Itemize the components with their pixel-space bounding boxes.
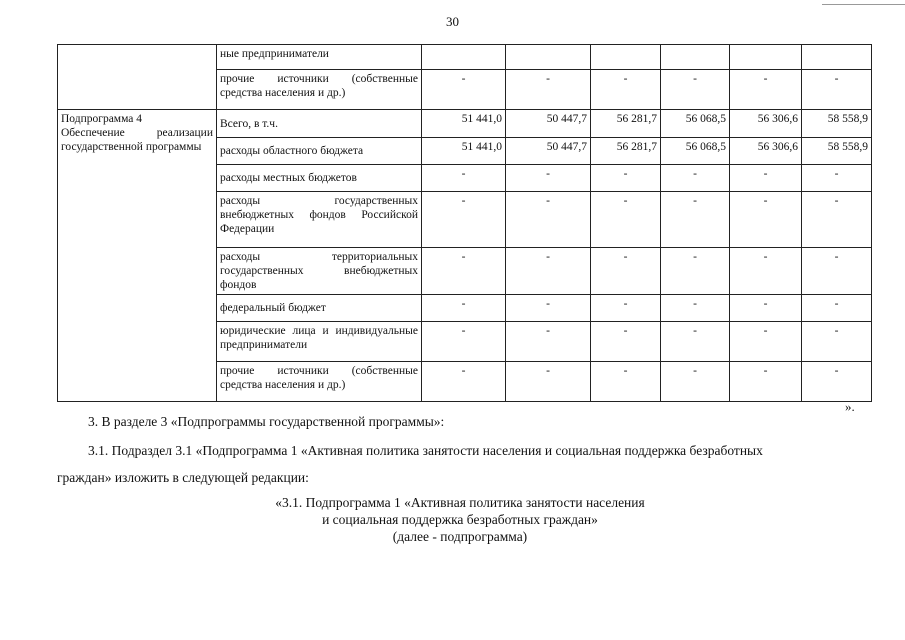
source-cell: расходы государственных внебюджетных фондов Российской Федерации — [217, 192, 422, 248]
value-cell: - — [802, 192, 872, 248]
source-cell: расходы территориальных государственных внебюджетных фондов — [217, 248, 422, 295]
value-cell: - — [422, 248, 506, 295]
source-cell: Всего, в т.ч. — [217, 110, 422, 138]
value-cell: - — [422, 70, 506, 110]
value-cell: - — [591, 362, 661, 402]
value-cell: - — [730, 322, 802, 362]
value-cell: - — [661, 248, 730, 295]
subprogram-title: Подпрограмма 4 — [61, 113, 143, 125]
value-cell: - — [802, 295, 872, 322]
value-cell: - — [591, 248, 661, 295]
value-cell: - — [591, 322, 661, 362]
value-cell: - — [422, 362, 506, 402]
value-cell: - — [661, 322, 730, 362]
page-number: 30 — [446, 14, 459, 29]
value-cell: 56 068,5 — [661, 110, 730, 138]
paragraph-subsection-3-1: 3.1. Подраздел 3.1 «Подпрограмма 1 «Активная политика занятости населения и социальная поддержка безработных — [88, 443, 763, 458]
value-cell: - — [661, 165, 730, 192]
value-cell: 51 441,0 — [422, 138, 506, 165]
value-cell: - — [422, 165, 506, 192]
value-cell: - — [506, 362, 591, 402]
value-cell: - — [730, 70, 802, 110]
value-cell: - — [591, 70, 661, 110]
value-cell: - — [422, 322, 506, 362]
value-cell — [661, 45, 730, 70]
value-cell: - — [422, 192, 506, 248]
source-cell: прочие источники (собственные средства населения и др.) — [217, 70, 422, 110]
subprogram-name: Обеспечение реализации государственной программы — [61, 127, 213, 153]
value-cell — [506, 45, 591, 70]
source-cell: федеральный бюджет — [217, 295, 422, 322]
subprogram-cell-empty — [58, 45, 217, 110]
value-cell: - — [730, 295, 802, 322]
value-cell: - — [506, 165, 591, 192]
value-cell: - — [802, 165, 872, 192]
value-cell: 56 306,6 — [730, 110, 802, 138]
paragraph-section-3: 3. В разделе 3 «Подпрограммы государственной программы»: — [88, 414, 445, 429]
value-cell: - — [802, 322, 872, 362]
value-cell: - — [802, 362, 872, 402]
paragraph-subsection-3-1-cont: граждан» изложить в следующей редакции: — [57, 470, 309, 485]
value-cell: 56 281,7 — [591, 138, 661, 165]
value-cell: - — [506, 248, 591, 295]
table-row — [58, 45, 872, 70]
budget-table — [57, 44, 872, 402]
heading-line-1: «3.1. Подпрограмма 1 «Активная политика занятости населения — [275, 495, 645, 510]
value-cell: - — [730, 192, 802, 248]
value-cell: 58 558,9 — [802, 110, 872, 138]
value-cell: - — [506, 70, 591, 110]
source-cell: расходы местных бюджетов — [217, 165, 422, 192]
value-cell: - — [661, 295, 730, 322]
source-cell: юридические лица и индивидуальные предприниматели — [217, 322, 422, 362]
value-cell: - — [591, 192, 661, 248]
value-cell — [802, 45, 872, 70]
value-cell: - — [730, 165, 802, 192]
closing-quote: ». — [845, 399, 855, 414]
value-cell: - — [661, 362, 730, 402]
value-cell: 56 068,5 — [661, 138, 730, 165]
value-cell: 51 441,0 — [422, 110, 506, 138]
value-cell — [730, 45, 802, 70]
value-cell: - — [802, 70, 872, 110]
value-cell: 56 281,7 — [591, 110, 661, 138]
value-cell — [422, 45, 506, 70]
value-cell: - — [661, 192, 730, 248]
subprogram-cell — [58, 110, 217, 402]
value-cell: - — [730, 362, 802, 402]
table-row — [58, 110, 872, 138]
value-cell: 50 447,7 — [506, 110, 591, 138]
value-cell: - — [802, 248, 872, 295]
top-rule — [822, 4, 905, 5]
value-cell: - — [591, 295, 661, 322]
value-cell: 56 306,6 — [730, 138, 802, 165]
value-cell: - — [506, 295, 591, 322]
heading-line-3: (далее - подпрограмма) — [392, 529, 528, 544]
source-cell: расходы областного бюджета — [217, 138, 422, 165]
heading-line-2: и социальная поддержка безработных граждан» — [322, 512, 598, 527]
value-cell: - — [506, 322, 591, 362]
value-cell: - — [506, 192, 591, 248]
value-cell: 58 558,9 — [802, 138, 872, 165]
value-cell: - — [422, 295, 506, 322]
value-cell: - — [591, 165, 661, 192]
value-cell — [591, 45, 661, 70]
source-cell: прочие источники (собственные средства населения и др.) — [217, 362, 422, 402]
value-cell: - — [661, 70, 730, 110]
source-cell: ные предприниматели — [217, 45, 422, 70]
value-cell: - — [730, 248, 802, 295]
value-cell: 50 447,7 — [506, 138, 591, 165]
